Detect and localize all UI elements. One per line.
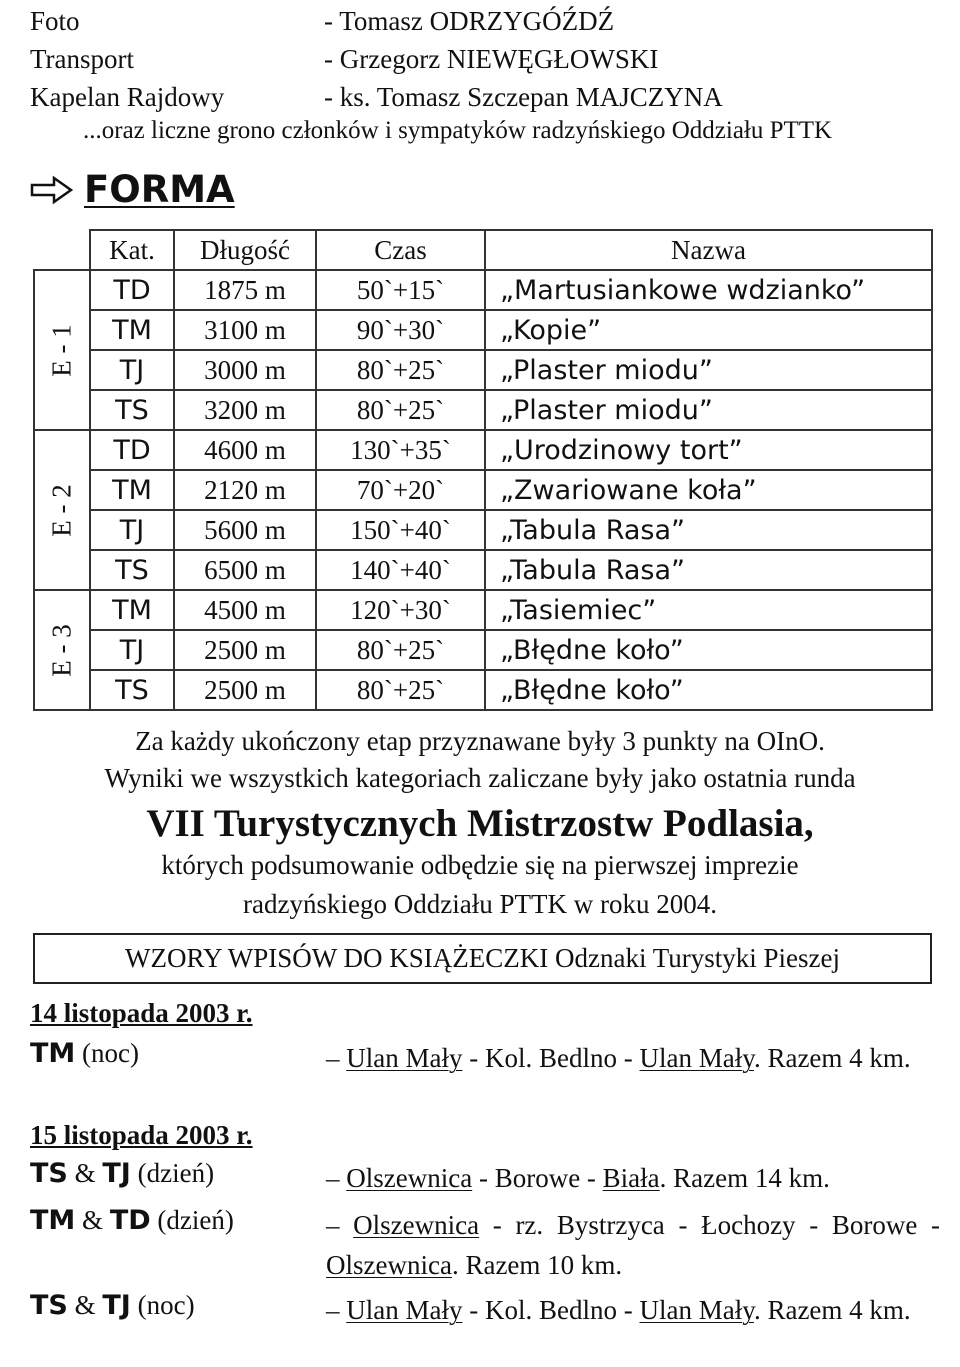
- arrow-right-icon: [30, 175, 74, 205]
- route-text: - Kol. Bedlno -: [462, 1295, 640, 1325]
- route-text: . Razem 10 km.: [451, 1250, 623, 1280]
- ampersand: &: [75, 1205, 110, 1235]
- route-text: . Razem 4 km.: [753, 1043, 911, 1073]
- route-text: - Kol. Bedlno -: [462, 1043, 640, 1073]
- credit-row: [30, 40, 723, 78]
- time-cell: 130`+35`: [316, 430, 485, 470]
- route-category: [30, 1290, 326, 1330]
- category-cell: TS: [90, 670, 174, 710]
- route-text: - rz. Bystrzyca - Łochozy - Borowe -: [479, 1210, 941, 1240]
- category-code: TS: [30, 1158, 68, 1189]
- table-row: [34, 430, 932, 470]
- route-text: - Borowe -: [472, 1163, 603, 1193]
- route-period: (noc): [130, 1290, 195, 1320]
- name-cell: „Tabula Rasa”: [485, 510, 932, 550]
- route-description: [326, 1158, 940, 1198]
- category-cell: TJ: [90, 350, 174, 390]
- category-cell: TJ: [90, 510, 174, 550]
- route-description: [326, 1038, 940, 1078]
- summary-results: Wyniki we wszystkich kategoriach zaliczane były jako ostatnia runda: [104, 763, 856, 793]
- table-row: [34, 590, 932, 630]
- route-category: [30, 1038, 326, 1078]
- credit-person: - Grzegorz NIEWĘGŁOWSKI: [324, 44, 659, 74]
- summary-note: których podsumowanie odbędzie się na pierwszej imprezie: [161, 850, 799, 880]
- route-place: Olszewnica: [353, 1210, 480, 1240]
- route-entry: [30, 1205, 940, 1285]
- column-header: Kat.: [90, 230, 174, 270]
- summary-points: Za każdy ukończony etap przyznawane były 3 punkty na OInO.: [135, 726, 825, 756]
- column-header: Czas: [316, 230, 485, 270]
- route-entry: [30, 1158, 940, 1198]
- table-header-row: [34, 230, 932, 270]
- length-cell: 2120 m: [174, 470, 316, 510]
- category-cell: TM: [90, 470, 174, 510]
- credit-role: Transport: [30, 44, 135, 74]
- table-row: [34, 270, 932, 310]
- length-cell: 3100 m: [174, 310, 316, 350]
- route-dash: –: [326, 1043, 347, 1073]
- time-cell: 150`+40`: [316, 510, 485, 550]
- time-cell: 120`+30`: [316, 590, 485, 630]
- stage-cell: [34, 590, 90, 710]
- route-entry: [30, 1290, 940, 1330]
- category-cell: TM: [90, 590, 174, 630]
- time-cell: 70`+20`: [316, 470, 485, 510]
- credit-person: - Tomasz ODRZYGÓŹDŹ: [324, 6, 615, 36]
- route-place: Olszewnica: [346, 1163, 473, 1193]
- length-cell: 2500 m: [174, 630, 316, 670]
- championship-title: VII Turystycznych Mistrzostw Podlasia,: [146, 802, 814, 845]
- forma-heading: [30, 168, 235, 211]
- time-cell: 80`+25`: [316, 390, 485, 430]
- route-place: Ulan Mały: [639, 1295, 754, 1325]
- route-dash: –: [326, 1210, 354, 1240]
- route-text: . Razem 14 km.: [659, 1163, 830, 1193]
- route-place: Olszewnica: [326, 1250, 452, 1280]
- time-cell: 90`+30`: [316, 310, 485, 350]
- length-cell: 2500 m: [174, 670, 316, 710]
- category-cell: TD: [90, 430, 174, 470]
- name-cell: „Urodzinowy tort”: [485, 430, 932, 470]
- name-cell: „Błędne koło”: [485, 670, 932, 710]
- time-cell: 50`+15`: [316, 270, 485, 310]
- table-row: [34, 350, 932, 390]
- route-entry: [30, 1038, 940, 1078]
- time-cell: 80`+25`: [316, 670, 485, 710]
- ampersand: &: [67, 1158, 103, 1188]
- length-cell: 4500 m: [174, 590, 316, 630]
- category-code: TM: [30, 1038, 76, 1069]
- stage-cell: [34, 430, 90, 590]
- category-cell: TM: [90, 310, 174, 350]
- category-code: TM: [30, 1205, 76, 1236]
- stage-label: E - 2: [46, 483, 77, 537]
- table-row: [34, 470, 932, 510]
- route-description: [326, 1205, 940, 1285]
- stage-label: E - 1: [46, 323, 77, 377]
- credits-list: [30, 2, 723, 116]
- credit-row: [30, 78, 723, 116]
- credit-role: Kapelan Rajdowy: [30, 82, 225, 112]
- route-place: Ulan Mały: [639, 1043, 754, 1073]
- name-cell: „Plaster miodu”: [485, 390, 932, 430]
- stage-cell: [34, 270, 90, 430]
- length-cell: 6500 m: [174, 550, 316, 590]
- name-cell: „Kopie”: [485, 310, 932, 350]
- event-table: [33, 229, 931, 709]
- category-code: TS: [30, 1290, 68, 1321]
- entries-box-title: WZORY WPISÓW DO KSIĄŻECZKI Odznaki Turystyki Pieszej: [33, 933, 932, 984]
- credit-person: - ks. Tomasz Szczepan MAJCZYNA: [324, 82, 723, 112]
- length-cell: 3200 m: [174, 390, 316, 430]
- credit-row: [30, 2, 723, 40]
- route-period: (noc): [75, 1038, 140, 1068]
- category-cell: TJ: [90, 630, 174, 670]
- route-description: [326, 1290, 940, 1330]
- ampersand: &: [67, 1290, 103, 1320]
- time-cell: 80`+25`: [316, 630, 485, 670]
- table-row: [34, 310, 932, 350]
- table-row: [34, 510, 932, 550]
- table-row: [34, 390, 932, 430]
- name-cell: „Tabula Rasa”: [485, 550, 932, 590]
- category-cell: TS: [90, 390, 174, 430]
- category-cell: TD: [90, 270, 174, 310]
- route-category: [30, 1158, 326, 1198]
- length-cell: 4600 m: [174, 430, 316, 470]
- table-corner: [34, 230, 90, 270]
- route-period: (dzień): [130, 1158, 215, 1188]
- length-cell: 3000 m: [174, 350, 316, 390]
- name-cell: „Zwariowane koła”: [485, 470, 932, 510]
- route-date: 14 listopada 2003 r.: [30, 998, 253, 1028]
- name-cell: „Plaster miodu”: [485, 350, 932, 390]
- route-text: . Razem 4 km.: [753, 1295, 911, 1325]
- route-date: 15 listopada 2003 r.: [30, 1120, 253, 1150]
- column-header: Długość: [174, 230, 316, 270]
- credit-role: Foto: [30, 6, 80, 36]
- column-header: Nazwa: [485, 230, 932, 270]
- summary-note-2: radzyńskiego Oddziału PTTK w roku 2004.: [243, 889, 717, 919]
- table-row: [34, 670, 932, 710]
- category-code: TJ: [102, 1290, 131, 1321]
- route-place: Ulan Mały: [346, 1295, 463, 1325]
- table-row: [34, 550, 932, 590]
- stage-label: E - 3: [46, 623, 77, 677]
- length-cell: 5600 m: [174, 510, 316, 550]
- credits-note: ...oraz liczne grono członków i sympatyków radzyńskiego Oddziału PTTK: [83, 117, 833, 144]
- category-cell: TS: [90, 550, 174, 590]
- name-cell: „Błędne koło”: [485, 630, 932, 670]
- route-category: [30, 1205, 326, 1285]
- route-dash: –: [326, 1295, 347, 1325]
- table-row: [34, 630, 932, 670]
- name-cell: „Tasiemiec”: [485, 590, 932, 630]
- length-cell: 1875 m: [174, 270, 316, 310]
- category-code: TD: [109, 1205, 151, 1236]
- route-dash: –: [326, 1163, 347, 1193]
- time-cell: 80`+25`: [316, 350, 485, 390]
- category-code: TJ: [102, 1158, 131, 1189]
- time-cell: 140`+40`: [316, 550, 485, 590]
- route-place: Biała: [602, 1163, 660, 1193]
- forma-title: FORMA: [84, 168, 235, 211]
- route-period: (dzień): [150, 1205, 234, 1235]
- route-place: Ulan Mały: [346, 1043, 463, 1073]
- name-cell: „Martusiankowe wdzianko”: [485, 270, 932, 310]
